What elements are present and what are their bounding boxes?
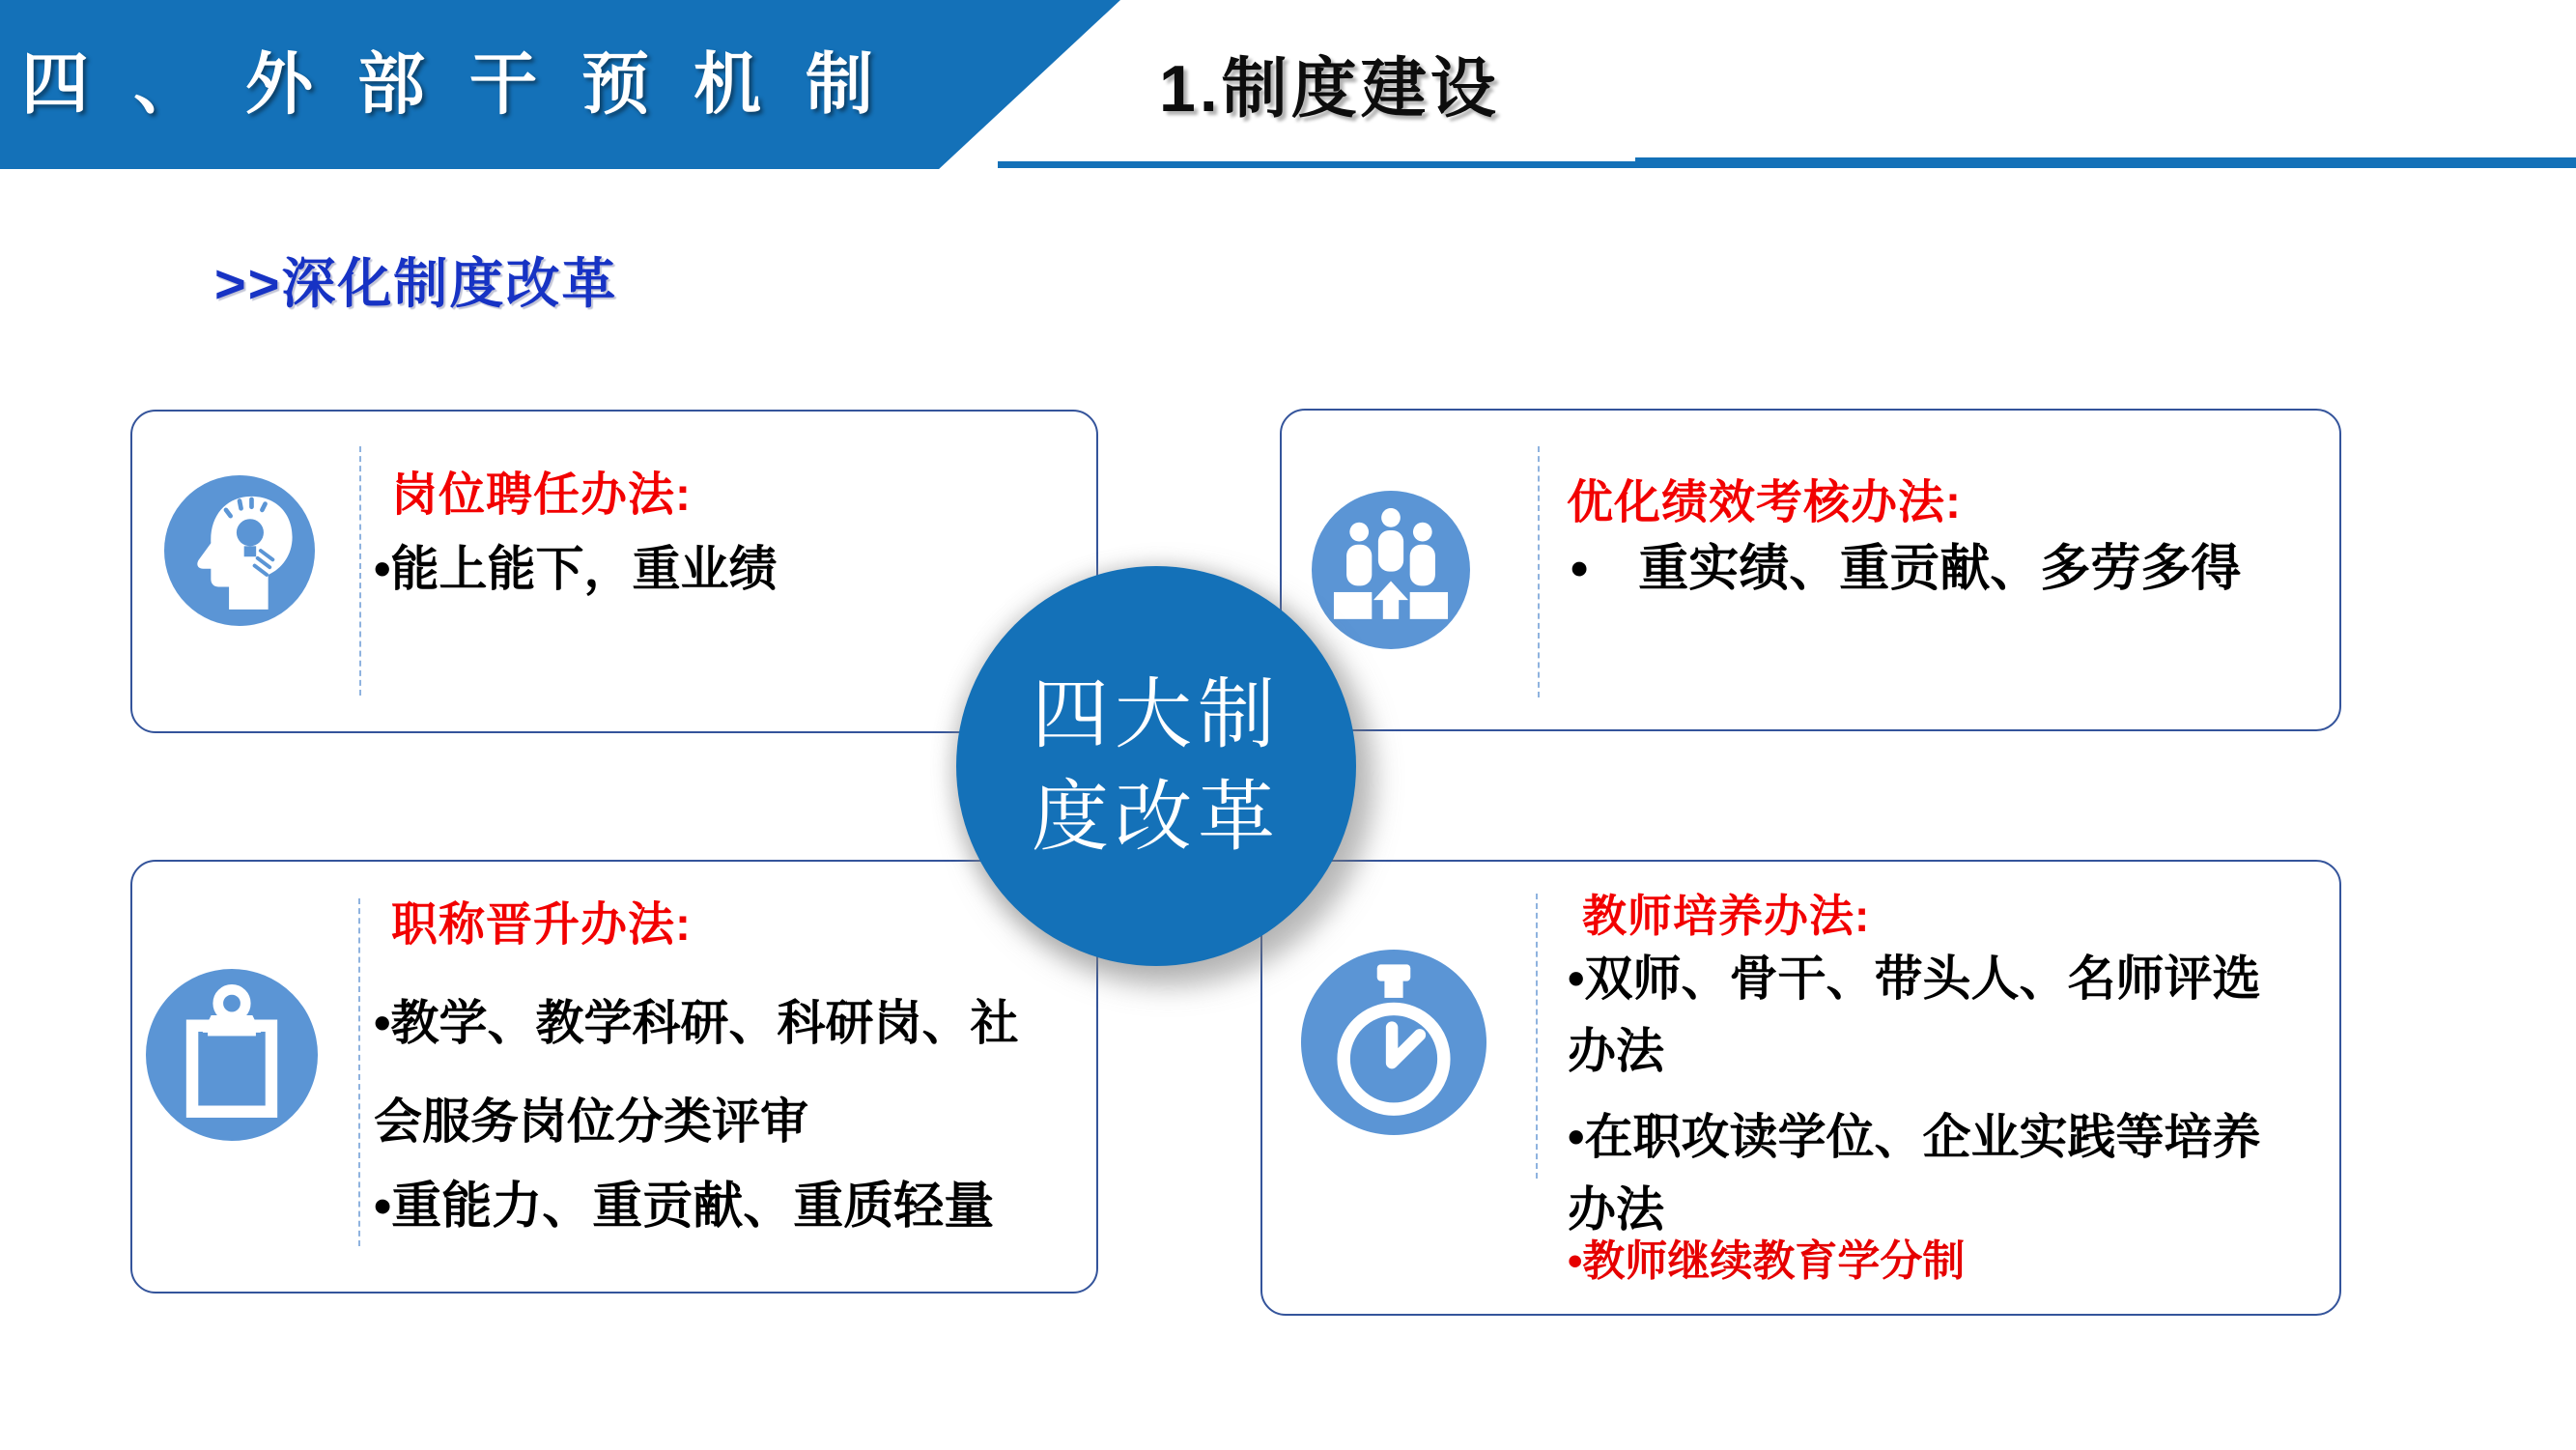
- subtitle: >>深化制度改革: [214, 253, 618, 314]
- card1-divider: [359, 446, 361, 696]
- card2-title: 优化绩效考核办法:: [1567, 477, 1962, 528]
- card3-bullet: •重能力、重贡献、重质轻量: [374, 1179, 995, 1235]
- thinking-head-icon: [164, 475, 315, 626]
- card1-title: 岗位聘任办法:: [391, 469, 692, 521]
- card4-title: 教师培养办法:: [1582, 891, 1871, 941]
- ranking-podium-icon: [1312, 491, 1470, 649]
- card3-bullet: •教学、教学科研、科研岗、社会服务岗位分类评审: [374, 996, 1019, 1149]
- card3-title: 职称晋升办法:: [391, 899, 692, 951]
- center-circle: [956, 566, 1356, 966]
- card2-divider: [1538, 446, 1540, 697]
- center-circle-line1: 四大制: [1032, 671, 1281, 758]
- title-underline-right: [1635, 157, 2576, 168]
- page-title: 1.制度建设: [1159, 52, 1500, 126]
- card1-bullet: •能上能下，重业绩: [374, 542, 778, 596]
- center-circle-line2: 度改革: [1032, 774, 1281, 860]
- card2-bullet: • 重实绩、重贡献、多劳多得: [1571, 541, 2242, 597]
- card4-bullet: •在职攻读学位、企业实践等培养办法: [1568, 1110, 2261, 1237]
- card4-divider: [1536, 894, 1538, 1179]
- title-underline-left: [998, 161, 1635, 168]
- card4-bullet-red: •教师继续教育学分制: [1568, 1237, 1966, 1285]
- stopwatch-icon: [1301, 950, 1486, 1135]
- clipboard-icon: [146, 969, 318, 1141]
- card4-bullet: •双师、骨干、带头人、名师评选办法: [1568, 952, 2261, 1078]
- card3-divider: [358, 898, 360, 1246]
- section-banner-title: 四、外部干预机制: [21, 46, 918, 122]
